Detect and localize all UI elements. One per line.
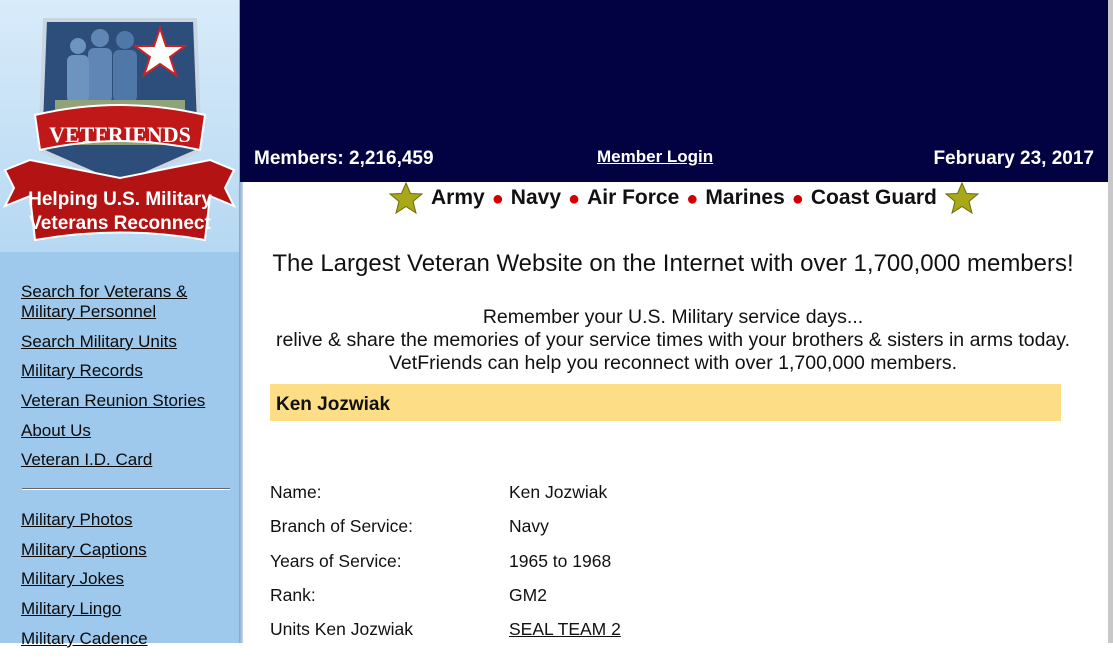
nav-link-search-veterans[interactable] <box>21 282 205 322</box>
intro-line-3: VetFriends can help you reconnect with over 1,700,000 members. <box>389 352 957 374</box>
page-headline: The Largest Veteran Website on the Internet with over 1,700,000 members! <box>272 250 1074 277</box>
nav-link-about-us[interactable]: About Us <box>21 420 91 440</box>
nav-link-search-units[interactable]: Search Military Units <box>21 331 177 351</box>
field-value: Ken Jozwiak <box>509 482 608 502</box>
nav-link-reunion-stories[interactable]: Veteran Reunion Stories <box>21 391 206 411</box>
nav-item-cadence[interactable] <box>21 629 148 649</box>
nav-item-about-us[interactable] <box>21 421 205 441</box>
current-date: February 23, 2017 <box>933 148 1094 169</box>
field-label: Years of Service: <box>270 551 402 571</box>
field-label: Units Ken Jozwiak <box>270 619 413 639</box>
unit-link-seal-team-2[interactable]: SEAL TEAM 2 <box>509 619 621 639</box>
star-icon <box>944 181 980 215</box>
field-value: 1965 to 1968 <box>509 551 612 571</box>
nav-link-cadence[interactable]: Military Cadence <box>21 628 148 648</box>
nav-link-photos[interactable]: Military Photos <box>21 510 133 529</box>
nav-item-search-veterans[interactable] <box>21 282 205 322</box>
branch-army: Army <box>431 186 485 209</box>
nav-link-lingo[interactable]: Military Lingo <box>21 599 122 619</box>
site-header <box>240 0 1110 182</box>
intro-line-2: relive & share the memories of your service times with your brothers & sisters in arms today. <box>276 329 1070 351</box>
bullet-dot: ● <box>791 187 804 210</box>
branch-coast-guard: Coast Guard <box>810 186 937 209</box>
nav-link-captions[interactable]: Military Captions <box>21 539 147 559</box>
vetfriends-logo[interactable] <box>0 0 239 252</box>
profile-name-heading: Ken Jozwiak <box>276 394 391 415</box>
logo-tagline-2: Veterans Reconnect <box>29 213 211 234</box>
nav-item-captions[interactable] <box>21 540 148 560</box>
page-right-edge <box>1108 0 1113 643</box>
nav-item-id-card[interactable] <box>21 450 205 470</box>
nav-item-photos[interactable] <box>21 510 148 530</box>
branch-marines: Marines <box>705 186 785 209</box>
bullet-dot: ● <box>686 187 699 210</box>
field-value: Navy <box>509 516 549 536</box>
branches-bar <box>388 181 980 215</box>
member-count: Members: 2,216,459 <box>254 148 434 169</box>
field-label: Rank: <box>270 585 316 605</box>
nav-link-label: Military Personnel <box>21 302 157 321</box>
nav-item-military-records[interactable] <box>21 361 205 381</box>
nav-item-reunion-stories[interactable] <box>21 391 205 411</box>
primary-nav <box>21 282 205 480</box>
field-label: Branch of Service: <box>270 516 413 536</box>
field-value <box>509 619 621 640</box>
sidebar-divider <box>22 488 230 490</box>
nav-item-lingo[interactable] <box>21 599 148 619</box>
sidebar <box>0 0 239 648</box>
nav-link-jokes[interactable]: Military Jokes <box>21 569 124 589</box>
star-icon <box>388 181 424 215</box>
field-value: GM2 <box>509 585 547 605</box>
intro-text <box>243 306 1103 375</box>
bullet-dot: ● <box>568 187 581 210</box>
nav-item-search-units[interactable] <box>21 332 205 352</box>
bullet-dot: ● <box>491 187 504 210</box>
branch-air-force: Air Force <box>587 186 680 209</box>
nav-link-id-card[interactable]: Veteran I.D. Card <box>21 450 153 470</box>
logo-graphic <box>0 0 239 252</box>
profile-name-bar <box>270 384 1061 421</box>
nav-item-jokes[interactable] <box>21 569 148 589</box>
logo-tagline-1: Helping U.S. Military <box>28 189 212 210</box>
intro-line-1: Remember your U.S. Military service days... <box>482 306 864 328</box>
field-label: Name: <box>270 482 322 502</box>
nav-link-military-records[interactable]: Military Records <box>21 361 143 381</box>
branch-navy: Navy <box>510 186 561 209</box>
secondary-nav <box>21 510 148 658</box>
member-login-link[interactable]: Member Login <box>597 147 714 166</box>
nav-link-label: Search for Veterans & <box>21 282 188 301</box>
logo-brand-text: VETFRIENDS <box>49 122 191 147</box>
